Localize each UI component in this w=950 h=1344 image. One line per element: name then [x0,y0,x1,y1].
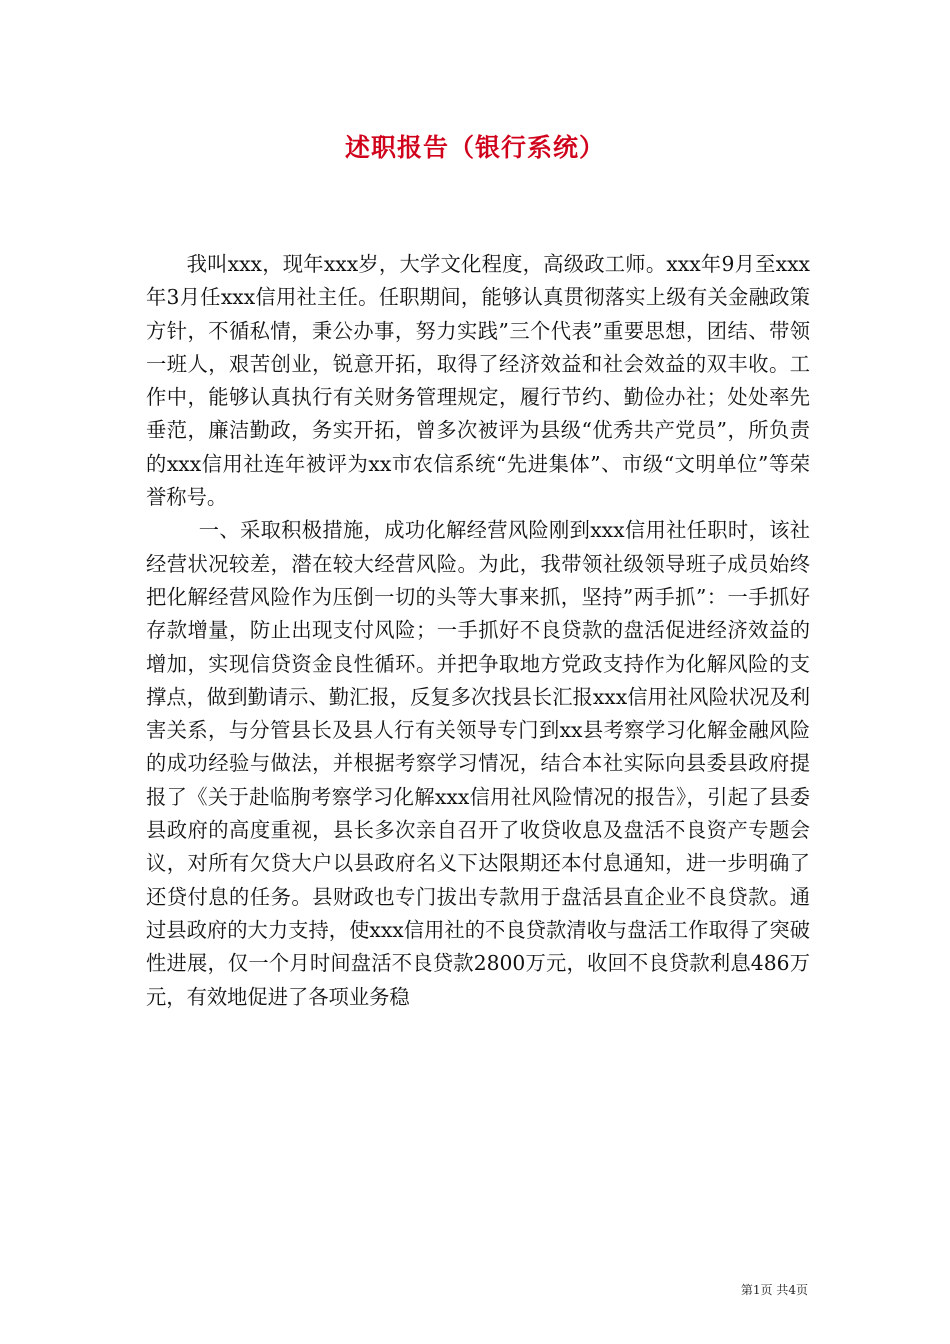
document-body [146,248,810,1014]
document-title: 述职报告（银行系统） [344,133,605,162]
page-number-footer: 第1页 共4页 [740,1283,808,1297]
paragraph-risk-resolution: 一、采取积极措施，成功化解经营风险刚到xxx信用社任职时，该社经营状况较差，潜在较大经营风险。为此，我带领社级领导班子成员始终把化解经营风险作为压倒一切的头等大事来抓，坚持”两手抓”：一手抓好存款增量，防止出现支付风险；一手抓好不良贷款的盘活促进经济效益的增加，实现信贷资金良性循环。并把争取地方党政支持作为化解风险的支撑点，做到勤请示、勤汇报，反复多次找县长汇报xxx信用社风险状况及利害关系，与分管县长及县人行有关领导专门到xx县考察学习化解金融风险的成功经验与做法，并根据考察学习情况，结合本社实际向县委县政府提报了《关于赴临朐考察学习化解xxx信用社风险情况的报告》，引起了县委县政府的高度重视，县长多次亲自召开了收贷收息及盘活不良资产专题会议，对所有欠贷大户以县政府名义下达限期还本付息通知，进一步明确了还贷付息的任务。县财政也专门拔出专款用于盘活县直企业不良贷款。通过县政府的大力支持，使xxx信用社的不良贷款清收与盘活工作取得了突破性进展，仅一个月时间盘活不良贷款2800万元，收回不良贷款利息486万元，有效地促进了各项业务稳 [146,518,810,1009]
paragraph-introduction: 我叫xxx，现年xxx岁，大学文化程度，高级政工师。xxx年9月至xxx年3月任xxx信用社主任。任职期间，能够认真贯彻落实上级有关金融政策方针，不循私情，秉公办事，努力实践”三个代表”重要思想，团结、带领一班人，艰苦创业，锐意开拓，取得了经济效益和社会效益的双丰收。工作中，能够认真执行有关财务管理规定，履行节约、勤俭办社；处处率先垂范，廉洁勤政，务实开拓，曾多次被评为县级“优秀共产党员”，所负责的xxx信用社连年被评为xx市农信系统“先进集体”、市级“文明单位”等荣誉称号。 [146,252,810,510]
